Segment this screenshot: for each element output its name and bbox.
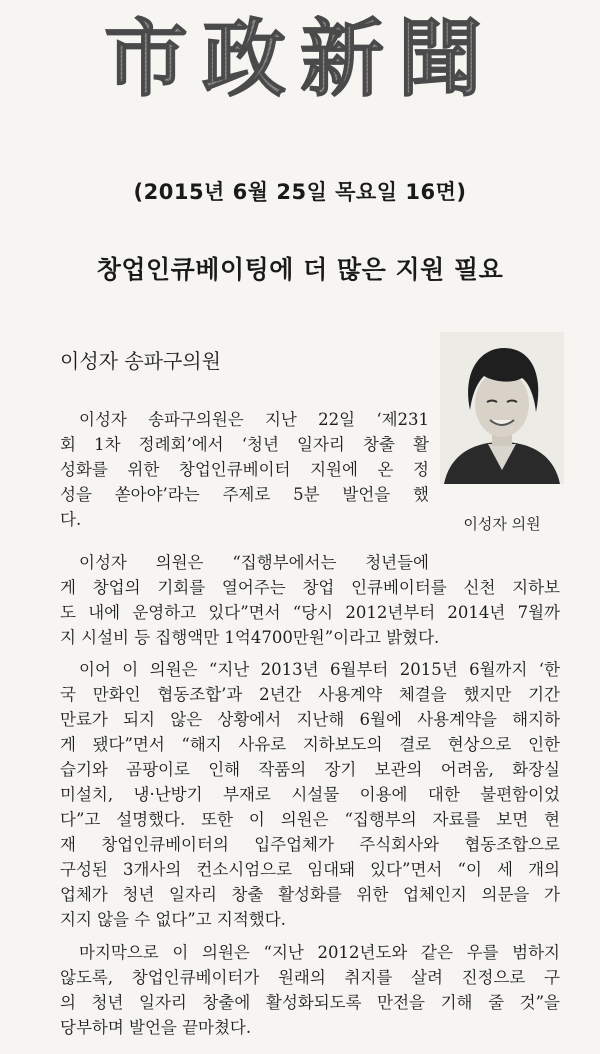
article-line: 않도록, 창업인큐베이터가 원래의 취지를 살려 진정으로 구 <box>60 968 561 987</box>
article-line: 만료가 되지 않은 상황에서 지난해 6월에 사용계약을 해지하 <box>60 710 560 729</box>
article-line: 재 창업인큐베이터의 입주업체가 주식회사와 협동조합으로 <box>60 835 560 854</box>
article-line: 이어 이 의원은 “지난 2013년 6월부터 2015년 6월까지 ‘한 <box>79 660 560 679</box>
article-line: 국 만화인 협동조합’과 2년간 사용계약 체결을 했지만 기간 <box>60 685 560 704</box>
article-line: 다. <box>60 510 82 529</box>
article-line: 미설치, 냉·난방기 부재로 시설물 이용에 대한 불편함이었 <box>60 785 560 804</box>
byline: 이성자 송파구의원 <box>60 349 221 373</box>
article-line: 구성된 3개사의 컨소시엄으로 임대돼 있다”면서 “이 세 개의 <box>60 860 560 879</box>
article-line: 습기와 곰팡이로 인해 작품의 장기 보관의 어려움, 화장실 <box>60 760 560 779</box>
article-line: 이성자 의원은 “집행부에서는 청년들에 <box>79 553 429 572</box>
article-line: 지지 않을 수 없다”고 지적했다. <box>60 910 286 929</box>
photo-caption: 이성자 의원 <box>463 515 541 533</box>
publication-date: (2015년 6월 25일 목요일 16면) <box>133 180 467 204</box>
article-line: 회 1차 정례회’에서 ‘청년 일자리 창출 활 <box>60 435 429 454</box>
article-line: 성을 쏟아야’라는 주제로 5분 발언을 했 <box>60 485 429 504</box>
article-line: 다”고 설명했다. 또한 이 의원은 “집행부의 자료를 보면 현 <box>60 810 560 829</box>
article-line: 지 시설비 등 집행액만 1억4700만원”이라고 밝혔다. <box>60 628 440 647</box>
article-line: 도 내에 운영하고 있다”면서 “당시 2012년부터 2014년 7월까 <box>60 603 560 622</box>
article-line: 게 창업의 기회를 열어주는 창업 인큐베이터를 신천 지하보 <box>60 578 560 597</box>
article-line: 의 청년 일자리 창출에 활성화되도록 만전을 기해 줄 것”을 <box>60 993 560 1012</box>
article-line: 게 됐다”면서 “해지 사유로 지하보도의 결로 현상으로 인한 <box>60 735 560 754</box>
article-line: 이성자 송파구의원은 지난 22일 ‘제231 <box>79 410 429 429</box>
article-line: 당부하며 발언을 끝마쳤다. <box>60 1018 252 1037</box>
masthead-title: 市政新聞 <box>103 14 497 102</box>
article-line: 마지막으로 이 의원은 “지난 2012년도와 같은 우를 범하지 <box>79 943 560 962</box>
article-line: 업체가 청년 일자리 창출 활성화를 위한 업체인지 의문을 가 <box>60 885 560 904</box>
headline: 창업인큐베이팅에 더 많은 지원 필요 <box>96 255 504 284</box>
article-line: 성화를 위한 창업인큐베이터 지원에 온 정 <box>60 460 429 479</box>
